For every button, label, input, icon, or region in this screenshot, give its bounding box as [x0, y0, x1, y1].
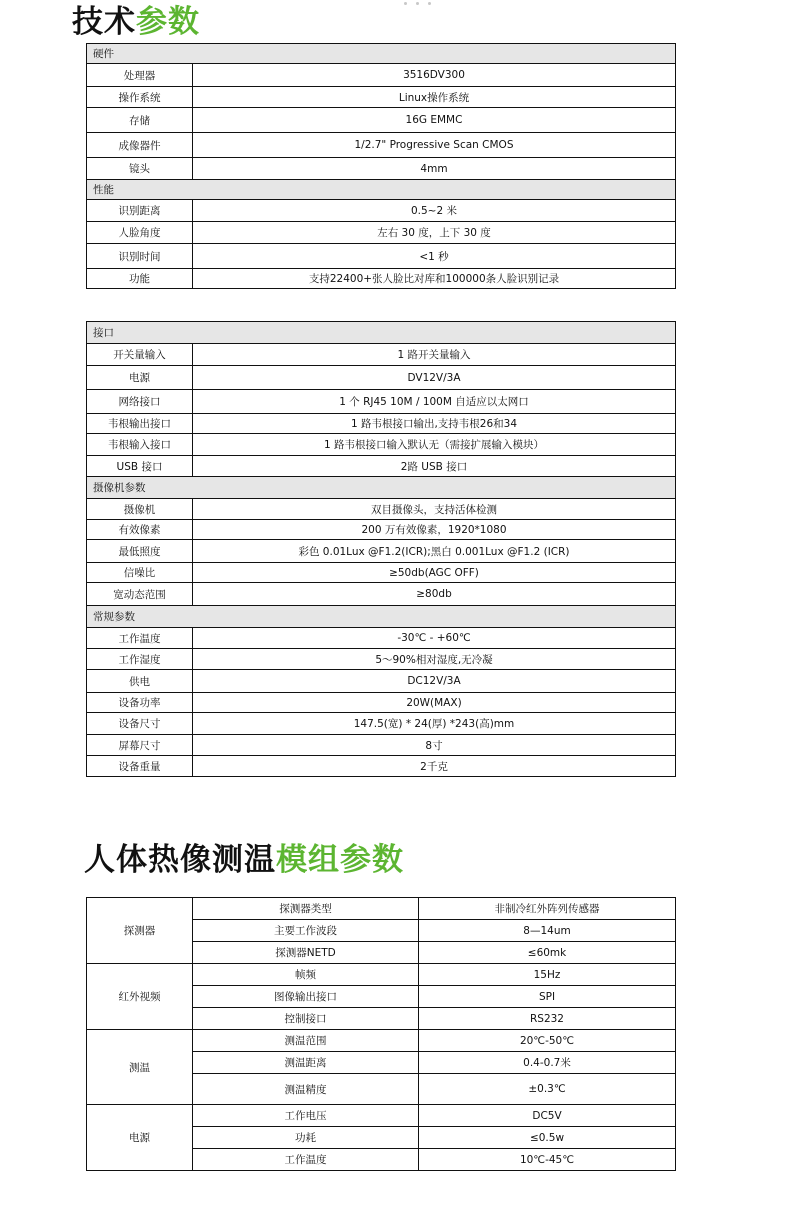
- param-name: 屏幕尺寸: [87, 735, 193, 756]
- param-name: 工作温度: [193, 1149, 419, 1171]
- section-header-row: [87, 180, 676, 200]
- param-name: 主要工作波段: [193, 920, 419, 942]
- param-name: USB 接口: [87, 456, 193, 477]
- tech-params-heading: [72, 2, 200, 42]
- group-name: 测温: [87, 1030, 193, 1105]
- param-name: 测温范围: [193, 1030, 419, 1052]
- param-name: 功耗: [193, 1127, 419, 1149]
- param-value: 彩色 0.01Lux @F1.2(ICR);黑白 0.001Lux @F1.2 (ICR): [193, 540, 676, 563]
- param-value: ±0.3℃: [419, 1074, 676, 1105]
- param-name: 存储: [87, 108, 193, 133]
- param-name: 开关量输入: [87, 344, 193, 366]
- heading-black-part: 人体热像测温: [84, 842, 276, 878]
- param-name: 人脸角度: [87, 222, 193, 244]
- param-value: -30℃ - +60℃: [193, 628, 676, 649]
- param-value: SPI: [419, 986, 676, 1008]
- table-row: [87, 670, 676, 693]
- param-name: 功能: [87, 269, 193, 289]
- param-value: 1/2.7" Progressive Scan CMOS: [193, 133, 676, 158]
- param-name: 摄像机: [87, 499, 193, 520]
- param-value: DC12V/3A: [193, 670, 676, 693]
- heading-green-part: 参数: [136, 4, 200, 40]
- param-value: 8—14um: [419, 920, 676, 942]
- table-row: [87, 64, 676, 87]
- table-row: [87, 693, 676, 713]
- table-row: [87, 344, 676, 366]
- section-header-row: [87, 44, 676, 64]
- param-value: ≤60mk: [419, 942, 676, 964]
- table-row: [87, 390, 676, 414]
- table-row: [87, 222, 676, 244]
- param-value: 4mm: [193, 158, 676, 180]
- param-name: 工作湿度: [87, 649, 193, 670]
- param-name: 测温精度: [193, 1074, 419, 1105]
- heading-green-part: 模组参数: [276, 842, 404, 878]
- param-value: 1 路韦根接口输出,支持韦根26和34: [193, 414, 676, 434]
- param-name: 电源: [87, 366, 193, 390]
- param-value: ≥80db: [193, 583, 676, 606]
- param-value: 1 路开关量输入: [193, 344, 676, 366]
- section-header-row: [87, 322, 676, 344]
- table-row: [87, 563, 676, 583]
- param-name: 网络接口: [87, 390, 193, 414]
- param-value: 左右 30 度，上下 30 度: [193, 222, 676, 244]
- table-row: [87, 200, 676, 222]
- param-value: 20℃-50℃: [419, 1030, 676, 1052]
- section-header-row: [87, 477, 676, 499]
- table-row: [87, 499, 676, 520]
- param-name: 设备尺寸: [87, 713, 193, 735]
- section-header: 接口: [87, 322, 676, 344]
- param-name: 设备功率: [87, 693, 193, 713]
- param-value: 1 个 RJ45 10M / 100M 自适应以太网口: [193, 390, 676, 414]
- param-value: 15Hz: [419, 964, 676, 986]
- param-value: 20W(MAX): [193, 693, 676, 713]
- param-name: 操作系统: [87, 87, 193, 108]
- param-value: 0.4-0.7米: [419, 1052, 676, 1074]
- table-row: [87, 456, 676, 477]
- param-name: 测温距离: [193, 1052, 419, 1074]
- hardware-performance-table: [86, 43, 676, 289]
- param-value: 支持22400+张人脸比对库和100000条人脸识别记录: [193, 269, 676, 289]
- param-name: 宽动态范围: [87, 583, 193, 606]
- heading-black-part: 技术: [72, 4, 136, 40]
- param-value: <1 秒: [193, 244, 676, 269]
- table-row: [87, 713, 676, 735]
- param-name: 识别时间: [87, 244, 193, 269]
- thermal-module-heading: [84, 840, 404, 880]
- param-name: 韦根输入接口: [87, 434, 193, 456]
- param-value: ≤0.5w: [419, 1127, 676, 1149]
- param-value: DC5V: [419, 1105, 676, 1127]
- table-row: [87, 756, 676, 777]
- table-row: [87, 898, 676, 920]
- table-row: [87, 628, 676, 649]
- table-row: [87, 520, 676, 540]
- thermal-module-table: [86, 897, 676, 1171]
- param-value: 双目摄像头，支持活体检测: [193, 499, 676, 520]
- table-row: [87, 366, 676, 390]
- table-row: [87, 414, 676, 434]
- param-value: 8寸: [193, 735, 676, 756]
- param-name: 控制接口: [193, 1008, 419, 1030]
- param-name: 工作温度: [87, 628, 193, 649]
- param-value: 200 万有效像素，1920*1080: [193, 520, 676, 540]
- top-decoration-dots: [404, 0, 444, 6]
- param-name: 处理器: [87, 64, 193, 87]
- param-name: 供电: [87, 670, 193, 693]
- table-row: [87, 269, 676, 289]
- param-name: 工作电压: [193, 1105, 419, 1127]
- param-value: 2千克: [193, 756, 676, 777]
- param-name: 帧频: [193, 964, 419, 986]
- param-name: 最低照度: [87, 540, 193, 563]
- table-row: [87, 583, 676, 606]
- param-value: 5～90%相对湿度,无冷凝: [193, 649, 676, 670]
- param-name: 图像输出接口: [193, 986, 419, 1008]
- param-value: 非制冷红外阵列传感器: [419, 898, 676, 920]
- param-name: 探测器NETD: [193, 942, 419, 964]
- param-value: RS232: [419, 1008, 676, 1030]
- table-row: [87, 1030, 676, 1052]
- param-value: 0.5~2 米: [193, 200, 676, 222]
- param-name: 信噪比: [87, 563, 193, 583]
- param-name: 成像器件: [87, 133, 193, 158]
- table-row: [87, 87, 676, 108]
- table-row: [87, 434, 676, 456]
- table-row: [87, 964, 676, 986]
- param-value: 1 路韦根接口输入默认无（需接扩展输入模块）: [193, 434, 676, 456]
- table-row: [87, 108, 676, 133]
- section-header: 常规参数: [87, 606, 676, 628]
- param-value: 16G EMMC: [193, 108, 676, 133]
- group-name: 探测器: [87, 898, 193, 964]
- param-name: 镜头: [87, 158, 193, 180]
- param-name: 有效像素: [87, 520, 193, 540]
- table-row: [87, 540, 676, 563]
- param-value: DV12V/3A: [193, 366, 676, 390]
- table-row: [87, 649, 676, 670]
- param-name: 韦根输出接口: [87, 414, 193, 434]
- table-row: [87, 158, 676, 180]
- group-name: 电源: [87, 1105, 193, 1171]
- table-row: [87, 735, 676, 756]
- param-value: 147.5(宽) * 24(厚) *243(高)mm: [193, 713, 676, 735]
- param-value: 10℃-45℃: [419, 1149, 676, 1171]
- table-row: [87, 244, 676, 269]
- interface-camera-general-table: [86, 321, 676, 777]
- section-header-row: [87, 606, 676, 628]
- param-value: ≥50db(AGC OFF): [193, 563, 676, 583]
- table-row: [87, 133, 676, 158]
- param-value: 2路 USB 接口: [193, 456, 676, 477]
- group-name: 红外视频: [87, 964, 193, 1030]
- section-header: 硬件: [87, 44, 676, 64]
- param-value: 3516DV300: [193, 64, 676, 87]
- section-header: 性能: [87, 180, 676, 200]
- table-row: [87, 1105, 676, 1127]
- param-name: 识别距离: [87, 200, 193, 222]
- param-name: 设备重量: [87, 756, 193, 777]
- param-name: 探测器类型: [193, 898, 419, 920]
- param-value: Linux操作系统: [193, 87, 676, 108]
- section-header: 摄像机参数: [87, 477, 676, 499]
